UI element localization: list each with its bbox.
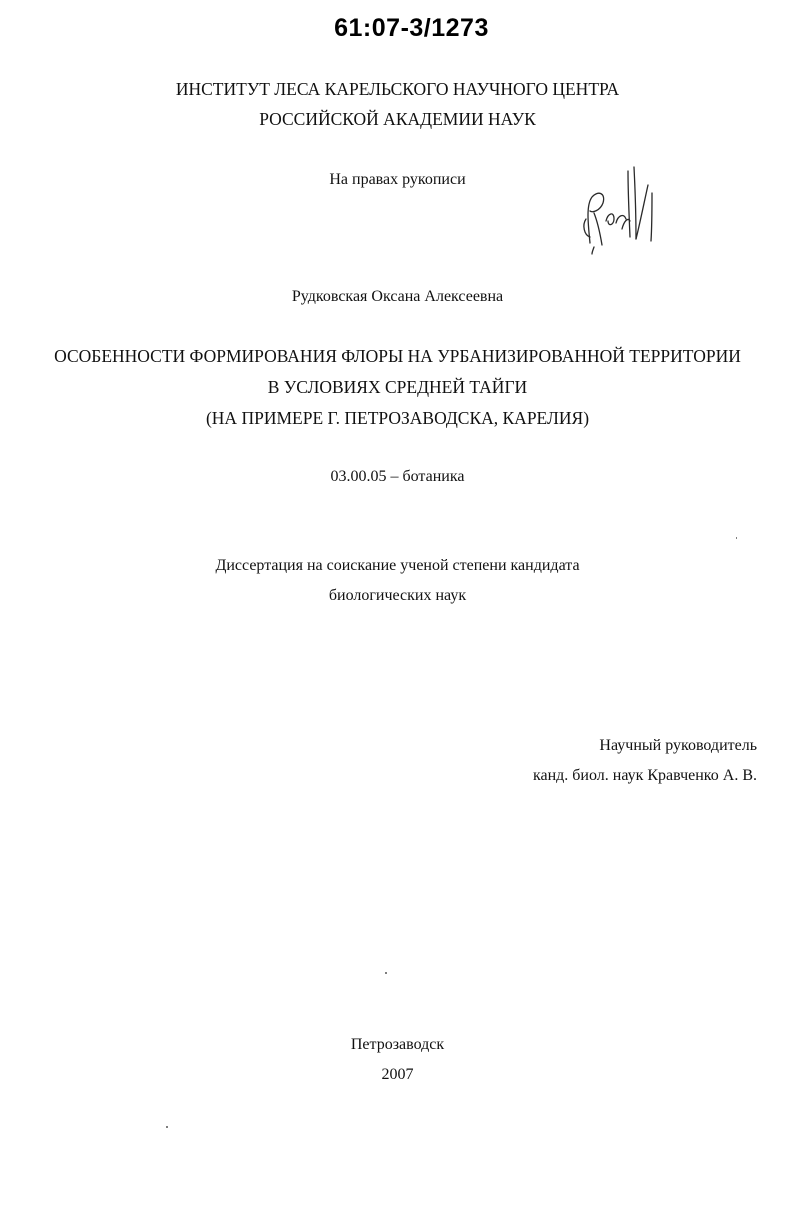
scan-speck — [166, 1126, 168, 1128]
specialty-code: 03.00.05 – ботаника — [330, 468, 465, 485]
dissertation-line-1: Диссертация на соискание ученой степени кандидата — [215, 557, 580, 574]
signature-icon — [572, 163, 662, 255]
scan-speck — [736, 537, 737, 539]
scan-speck — [385, 972, 387, 974]
city: Петрозаводск — [350, 1036, 445, 1053]
supervisor-name: канд. биол. наук Кравченко А. В. — [532, 767, 757, 784]
institute-line-2: РОССИЙСКОЙ АКАДЕМИИ НАУК — [259, 109, 536, 129]
author-name: Рудковская Оксана Алексеевна — [291, 288, 504, 305]
year: 2007 — [381, 1066, 414, 1083]
institute-line-1: ИНСТИТУТ ЛЕСА КАРЕЛЬСКОГО НАУЧНОГО ЦЕНТРА — [175, 79, 620, 99]
title-line-3: (НА ПРИМЕРЕ Г. ПЕТРОЗАВОДСКА, КАРЕЛИЯ) — [205, 408, 590, 428]
title-line-1: ОСОБЕННОСТИ ФОРМИРОВАНИЯ ФЛОРЫ НА УРБАНИЗИРОВАННОЙ ТЕРРИТОРИИ — [54, 346, 741, 366]
supervisor-label: Научный руководитель — [599, 737, 757, 754]
manuscript-note: На правах рукописи — [329, 171, 466, 188]
dissertation-line-2: биологических наук — [328, 587, 467, 604]
title-line-2: В УСЛОВИЯХ СРЕДНЕЙ ТАЙГИ — [267, 377, 528, 397]
archive-stamp: 61:07-3/1273 — [334, 14, 489, 42]
